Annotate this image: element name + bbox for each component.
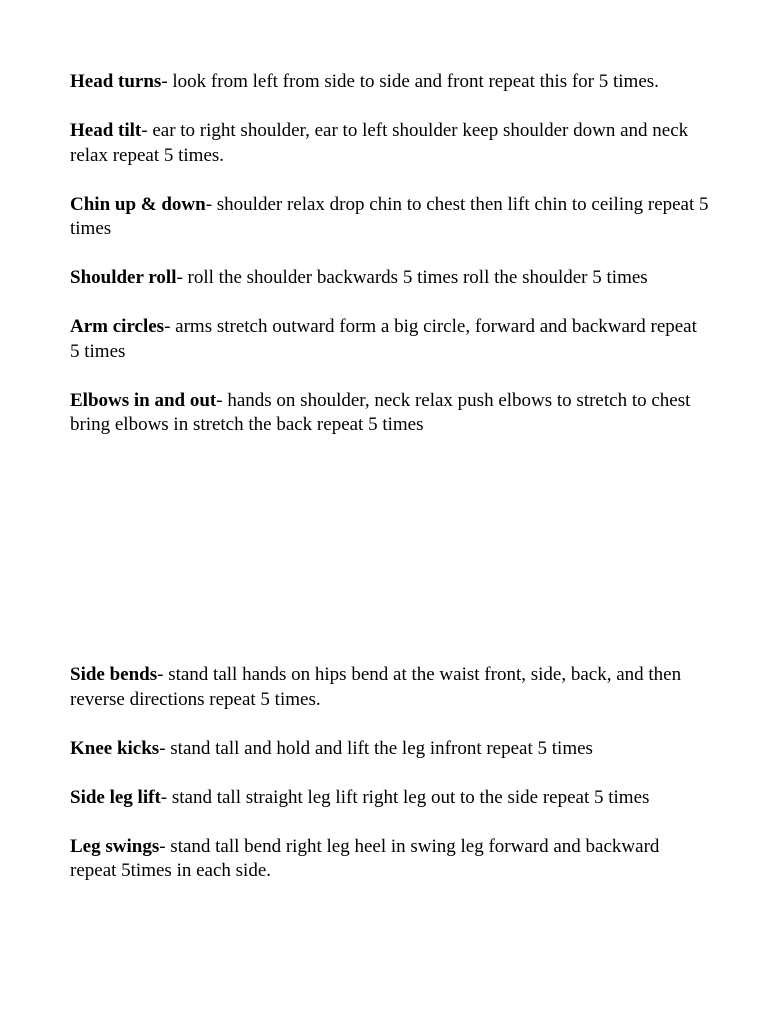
exercise-description: - hands on shoulder, neck relax push elbows to stretch to chest bring elbows in stretch the back repeat 5 times (70, 389, 691, 435)
exercise-term: Leg swings (70, 835, 160, 857)
exercise-description: - stand tall and hold and lift the leg infront repeat 5 times (159, 737, 593, 759)
exercise-description: - stand tall straight leg lift right leg out to the side repeat 5 times (160, 786, 650, 808)
exercise-entry-arm-circles (70, 315, 710, 364)
exercise-entry-shoulder-roll (70, 266, 710, 291)
exercise-list-lower (70, 663, 710, 908)
exercise-description: - arms stretch outward form a big circle, forward and backward repeat 5 times (70, 316, 697, 362)
exercise-description: - stand tall bend right leg heel in swing leg forward and backward repeat 5times in each side. (70, 835, 660, 881)
exercise-entry-head-turns (70, 70, 710, 95)
exercise-term: Knee kicks (70, 737, 160, 759)
exercise-description: - stand tall hands on hips bend at the waist front, side, back, and then reverse directions repeat 5 times. (70, 664, 682, 710)
exercise-description: - look from left from side to side and front repeat this for 5 times. (161, 71, 659, 92)
exercise-description: - shoulder relax drop chin to chest then lift chin to ceiling repeat 5 times (70, 193, 709, 239)
exercise-entry-head-tilt (70, 119, 710, 168)
exercise-term: Elbows in and out (70, 389, 217, 411)
exercise-term: Side leg lift (70, 786, 161, 808)
exercise-term: Chin up & down (70, 193, 206, 215)
exercise-entry-side-bends (70, 663, 710, 712)
exercise-entry-knee-kicks (70, 737, 710, 762)
exercise-entry-leg-swings (70, 835, 710, 884)
exercise-entry-elbows-in-out (70, 389, 710, 438)
exercise-term: Head turns (70, 71, 162, 92)
exercise-entry-side-leg-lift (70, 786, 710, 811)
exercise-term: Side bends (70, 664, 158, 685)
exercise-term: Shoulder roll (70, 267, 177, 288)
exercise-term: Head tilt (70, 120, 142, 141)
exercise-description: - roll the shoulder backwards 5 times roll the shoulder 5 times (176, 267, 648, 288)
exercise-term: Arm circles (70, 316, 165, 337)
exercise-list-upper (70, 70, 710, 462)
exercise-description: - ear to right shoulder, ear to left shoulder keep shoulder down and neck relax repeat 5 times. (70, 120, 689, 166)
exercise-entry-chin-up-down (70, 193, 710, 242)
